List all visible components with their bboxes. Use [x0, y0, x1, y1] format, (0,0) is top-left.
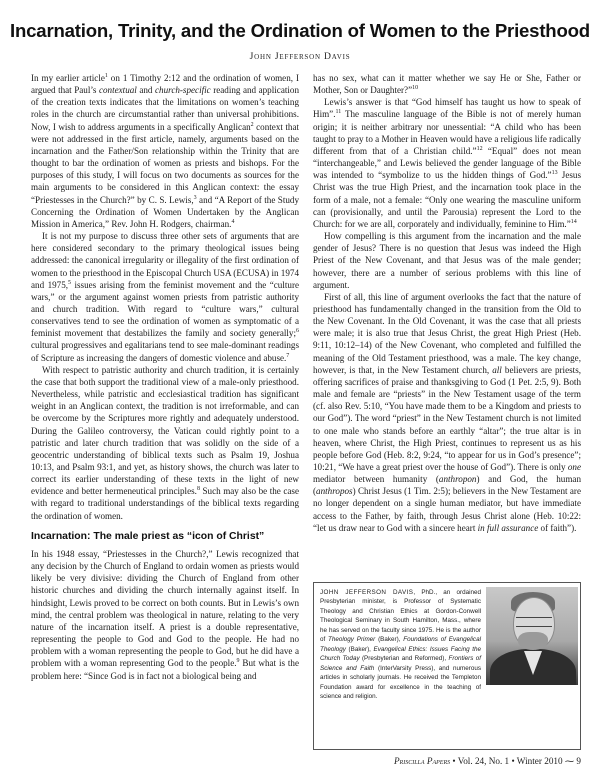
paragraph-patristic: With respect to patristic authority and church tradition, it is certainly the case that both support the traditional view of a male-only priesthood. Nevertheless, while patristic and ecclesiastical tradition has significant weight in an Anglican context, the tradition is not irreformable, and can be overcome by the Scriptures more rightly and adequately understood. During the Galileo controversy, the Vatican could rightly point to a patristic and later church tradition that was solidly on the side of a geocentric understanding of biblical texts such as Psalm 19, Joshua 10:13, and Psalm 93:1, and yet, as history shows, the church was later to correct its earlier understanding of these texts in the light of new evidence and better hermeneutical principles.$^8$ Such may also be the case with regard to traditional understandings of the biblical texts regarding the ordination of women. — [31, 364, 299, 521]
article-title: Incarnation, Trinity, and the Ordination of Women to the Priesthood — [10, 20, 590, 41]
article-author: John Jefferson Davis — [249, 51, 351, 62]
paragraph-lewis-essay: In his 1948 essay, “Priestesses in the Church?,” Lewis recognized that any decision by the Church of England to ordain women as priests would likely be very divisive: dividing the Church of England from other historic churches and dividing the church internally against itself. In hindsight, Lewis proved to be correct on both counts. But in Lewis’s own mind, the central problem was theological in nature, relating to the very nature of the incarnation itself. A priest is a double representative, representing the people to God and God to the people. He had no problem with a woman representing the people to God, but he did have a problem with a woman representing God to the people.$^9$ But what is the problem here: “Since God is in fact not a biological being and — [31, 548, 299, 681]
author-bio-text: JOHN JEFFERSON DAVIS, PhD., an ordained Presbyterian minister, is Professor of Systematic Theology and Christian Ethics at Gordon-Conwell Theological Seminary in South Hamilton, Mass., where he has served on the faculty since 1975. He is the author of Theology Primer (Baker), Foundations of Evangelical Theology (Baker), Evangelical Ethics: Issues Facing the Church Today (Presbyterian and Reformed), Frontiers of Science and Faith (InterVarsity Press), and numerous articles in scholarly journals. He received the Templeton Foundation award for excellence in the teaching of science and religion. — [320, 588, 576, 701]
right-column — [313, 72, 581, 534]
paragraph-secondary-issues: It is not my purpose to discuss three other sets of arguments that are here considered secondary to the primary theological issues being addressed: the canonical irregularity or illegality of the first ordination of women to the priesthood in the Episcopal Church USA (ECUSA) in 1974 and 1975,$^5$ issues arising from the feminist movement and the “culture wars,” or the argument against women priests from patristic authority and church tradition. With regard to “culture wars,” cultural conservatives tend to see the ordination of women as symptomatic of a feminist movement that destabilizes the family and society generally;$^6$ cultural progressives and egalitarians tend to see male-dominant readings of Scripture as increasing the dangers of domestic violence and abuse.$^7$ — [31, 231, 300, 363]
paragraph-how-compelling: How compelling is this argument from the incarnation and the male gender of Jesus? There is no question that Jesus was indeed the High Priest of the New Covenant, and that Jesus was of the male gender; however, there are a number of serious problems with this line of argument. — [313, 231, 581, 290]
footer-ornament-icon: ⁓ — [564, 756, 575, 766]
paragraph-continuation: has no sex, what can it matter whether we say He or She, Father or Mother, Son or Daughter?”$^{10}$ — [313, 73, 581, 96]
author-bio-box — [313, 582, 581, 750]
footer-issue: • Vol. 24, No. 1 • Winter 2010 — [450, 756, 565, 766]
paragraph-intro: In my earlier article$^1$ on 1 Timothy 2:12 and the ordination of women, I argued that Paul’s contextual and church-specific reading and application of the creation texts indicates that the limitations on women’s teaching roles in the church are circumstantial rather than universal prohibitions. Now, I wish to address arguments in a specifically Anglican$^2$ context that were not addressed in the first article, namely, arguments based on the incarnation and the Father/Son relationship within the Trinity that are thought to bar the ordination of women as priests and bishops. For the purposes of this study, I will focus on two documents as sources for the main arguments to be considered in this Anglican context: the essay “Priestesses in the Church?” by C. S. Lewis,$^3$ and “A Report of the Study Concerning the Ordination of Women Undertaken by the Anglican Mission in America,” Rev. John H. Rodgers, chairman.$^4$ — [31, 72, 300, 229]
paragraph-lewis-answer: Lewis’s answer is that “God himself has taught us how to speak of Him”.$^{11}$ The masculine language of the Bible is not of merely human origin; it is neither arbitrary nor unessential: “A child who has been taught to pray to a Mother in Heaven would have a religious life radically different from that of a Christian child.”$^{12}$ “Equal” does not mean “interchangeable,” and Lewis believed the gender language of the Bible was intended to “symbolize to us the hidden things of God.”$^{13}$ Jesus Christ was the true High Priest, and the incarnation took place in the form of a male, not a female: “Only one wearing the masculine uniform can (provisionally, and until the Parousia) represent the Lord to the Church: for we are all, corporately and individually, feminine to Him.”$^{14}$ — [313, 97, 581, 229]
page-footer — [394, 756, 581, 767]
bio-author-name: JOHN JEFFERSON DAVIS — [320, 589, 414, 596]
footer-page-number: 9 — [574, 756, 581, 766]
paragraph-first-of-all: First of all, this line of argument overlooks the fact that the nature of priesthood has fundamentally changed in the transition from the Old to the New Covenant. In the Old Covenant, it was the case that all priests were male; it is also true that Jesus Christ, the great High Priest (Heb. 9:11, 10:12–14) of the New Covenant, who completed and fulfilled the meaning of the Old Testament priesthood, was a male. The key change, however, is that, in the New Testament church, all believers are priests, offering sacrifices of praise and thanksgiving to God (1 Pet. 2:5, 9). Both male and female are “priests” in the New Testament usage of the term (cf. also Rev. 5:10, “You have made them to be a Kingdom and priests to our God”). The word “priest” in the New Testament church is not limited to one male who stands before an earthly “altar”; the true altar is in heaven, where Christ, the High Priest, continues to represent us as his people before God (Heb. 8:2, 9:24, “to appear for us in God’s presence”; 10:21, “We have a great priest over the house of God”). There is only one mediator between humanity (anthropon) and God, the human (anthropos) Christ Jesus (1 Tim. 2:5); believers in the New Testament are no longer dependent on a single human mediator, but have immediate access to the Father, by faith, through Jesus Christ alone (Heb. 10:22: “let us draw near to God with a sincere heart in full assurance of faith”). — [313, 291, 582, 533]
author-photo — [486, 587, 578, 685]
section-heading-incarnation: Incarnation: The male priest as “icon of Christ” — [31, 530, 265, 542]
footer-journal-title: Priscilla Papers — [393, 756, 451, 766]
left-column — [31, 72, 299, 682]
